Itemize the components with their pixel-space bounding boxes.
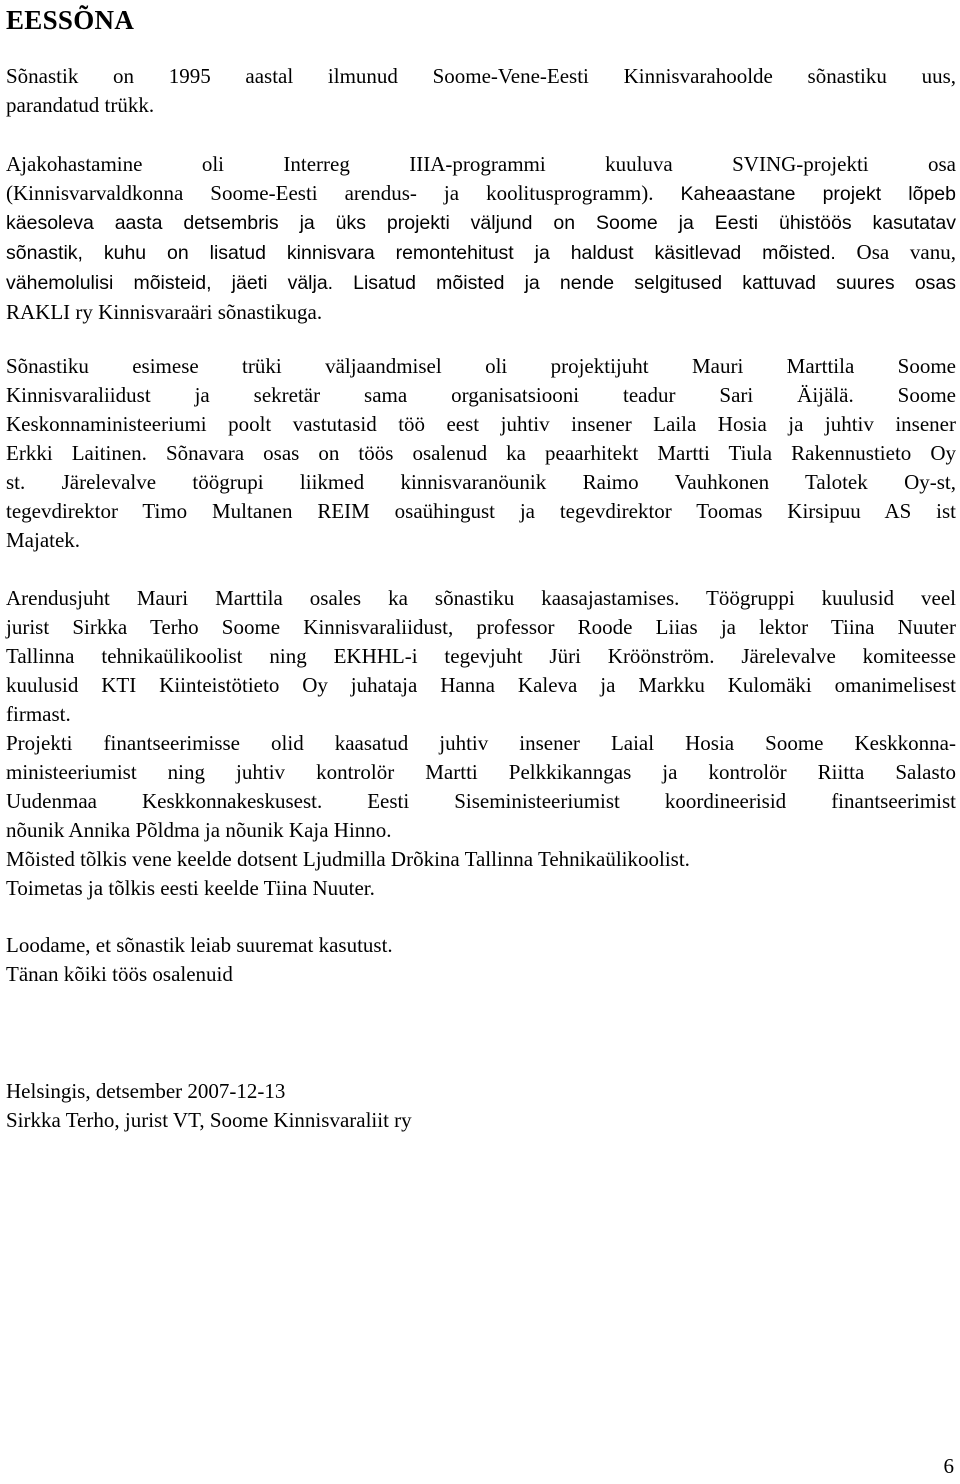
paragraph-text: Kaheaastane projekt lõpeb xyxy=(680,183,956,205)
page-number: 6 xyxy=(943,1454,954,1478)
paragraph-line: Kinnisvaraliidust ja sekretär sama organisatsiooni teadur Sari Äijälä. Soome xyxy=(6,383,956,407)
paragraph-line: Arendusjuht Mauri Marttila osales ka sõnastiku kaasajastamises. Töögruppi kuulusid veel xyxy=(6,586,956,610)
signature-place-date: Helsingis, detsember 2007-12-13 xyxy=(6,1079,286,1103)
paragraph-line: st. Järelevalve töögrupi liikmed kinnisvaranöunik Raimo Vauhkonen Talotek Oy-st, xyxy=(6,470,956,494)
paragraph-line: jurist Sirkka Terho Soome Kinnisvaraliidust, professor Roode Liias ja lektor Tiina Nuuter xyxy=(6,615,956,639)
paragraph-line: Sõnastiku esimese trüki väljaandmisel oli projektijuht Mauri Marttila Soome xyxy=(6,354,956,378)
paragraph-translation-russian xyxy=(6,845,956,874)
paragraph-line: firmast. xyxy=(6,702,71,726)
paragraph-first-edition xyxy=(6,352,956,555)
closing-line: Tänan kõiki töös osalenuid xyxy=(6,962,233,986)
paragraph-line: Projekti finantseerimisse olid kaasatud juhtiv insener Laial Hosia Soome Keskkonna- xyxy=(6,731,956,755)
paragraph-line: Ajakohastamine oli Interreg IIIA-programmi kuuluva SVING-projekti osa xyxy=(6,152,956,176)
paragraph-project xyxy=(6,150,956,327)
paragraph-translation-estonian xyxy=(6,874,956,903)
paragraph-intro xyxy=(6,62,956,120)
paragraph-line: Uudenmaa Keskkonnakeskusest. Eesti Siseministeeriumist koordineerisid finantseerimist xyxy=(6,789,956,813)
paragraph-line: Sõnastik on 1995 aastal ilmunud Soome-Vene-Eesti Kinnisvarahoolde sõnastiku uus, xyxy=(6,64,956,88)
paragraph-line: RAKLI ry Kinnisvaraäri sõnastikuga. xyxy=(6,300,323,324)
paragraph-line xyxy=(6,179,956,209)
signature-author: Sirkka Terho, jurist VT, Soome Kinnisvaraliit ry xyxy=(6,1108,412,1132)
paragraph-line xyxy=(6,268,956,298)
paragraph-line: kuulusid KTI Kiinteistötieto Oy juhataja Hanna Kaleva ja Markku Kulomäki omanimelisest xyxy=(6,673,956,697)
paragraph-financing xyxy=(6,729,956,845)
paragraph-text: sõnastik, kuhu on lisatud kinnisvara remontehitust ja haldust käsitlevad mõisted. xyxy=(6,242,836,264)
paragraph-line: parandatud trükk. xyxy=(6,93,155,117)
paragraph-line: käesoleva aasta detsembris ja üks projekti väljund on Soome ja Eesti ühistöös kasutatav xyxy=(6,212,956,234)
paragraph-text: vähemolulisi mõisteid, jäeti välja. xyxy=(6,272,334,294)
paragraph-text: Osa vanu, xyxy=(856,240,956,264)
paragraph-line: Mõisted tõlkis vene keelde dotsent Ljudmilla Drõkina Tallinna Tehnikaülikoolist. xyxy=(6,847,690,871)
paragraph-line: Erkki Laitinen. Sõnavara osas on töös osalenud ka peaarhitekt Martti Tiula Rakennustieto Oy xyxy=(6,441,956,465)
signature-block xyxy=(6,1077,956,1135)
paragraph-line: ministeeriumist ning juhtiv kontrolör Martti Pelkkikanngas ja kontrolör Riitta Salasto xyxy=(6,760,956,784)
paragraph-line xyxy=(6,238,956,268)
closing-line: Loodame, et sõnastik leiab suuremat kasutust. xyxy=(6,933,393,957)
paragraph-line: nõunik Annika Põldma ja nõunik Kaja Hinno. xyxy=(6,818,392,842)
paragraph-update xyxy=(6,584,956,729)
paragraph-text: Lisatud mõisted ja nende selgitused kattuvad suures osas xyxy=(353,272,957,294)
paragraph-text: (Kinnisvarvaldkonna Soome-Eesti arendus- ja koolitusprogramm). xyxy=(6,181,654,205)
paragraph-line: tegevdirektor Timo Multanen REIM osaühingust ja tegevdirektor Toomas Kirsipuu AS ist xyxy=(6,499,956,523)
paragraph-line: Toimetas ja tõlkis eesti keelde Tiina Nuuter. xyxy=(6,876,375,900)
paragraph-line: Tallinna tehnikaülikoolist ning EKHHL-i tegevjuht Jüri Kröönström. Järelevalve komiteesse xyxy=(6,644,956,668)
page-title: EESSÕNA xyxy=(6,5,135,35)
paragraph-line: Majatek. xyxy=(6,528,81,552)
closing-text xyxy=(6,931,956,989)
paragraph-line: Keskonnaministeeriumi poolt vastutasid töö eest juhtiv insener Laila Hosia ja juhtiv insener xyxy=(6,412,956,436)
